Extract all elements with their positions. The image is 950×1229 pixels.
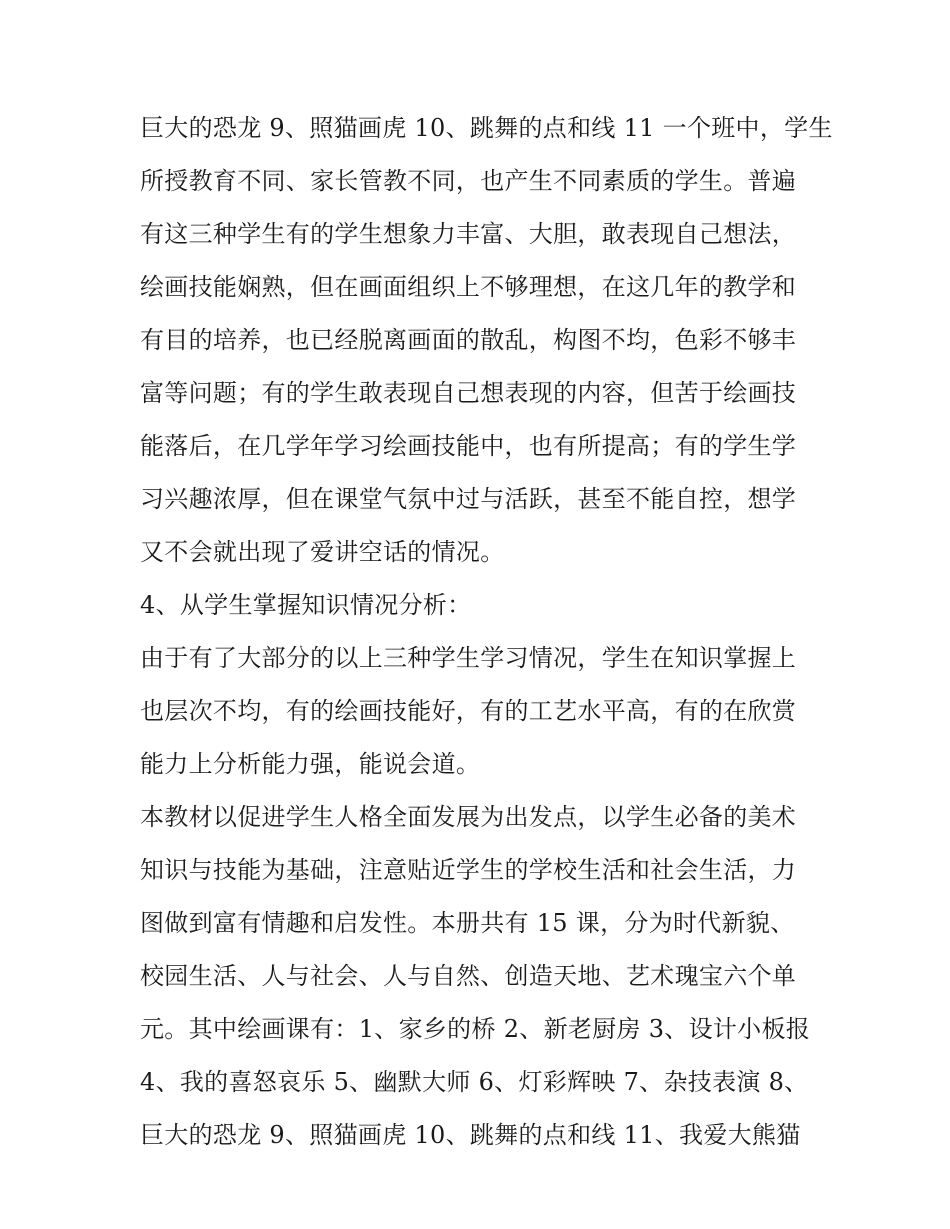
text-line: 巨大的恐龙 9、照猫画虎 10、跳舞的点和线 11、我爱大熊猫 xyxy=(140,1121,801,1149)
text-line: 也层次不均，有的绘画技能好，有的工艺水平高，有的在欣赏 xyxy=(140,697,797,725)
section-heading: 4、从学生掌握知识情况分析： xyxy=(140,591,472,619)
text-line: 能力上分析能力强，能说会道。 xyxy=(140,750,481,778)
text-line: 所授教育不同、家长管教不同，也产生不同素质的学生。普遍 xyxy=(140,167,797,195)
text-line: 本教材以促进学生人格全面发展为出发点，以学生必备的美术 xyxy=(140,803,797,831)
text-line: 有这三种学生有的学生想象力丰富、大胆，敢表现自己想法， xyxy=(140,220,797,248)
text-line: 校园生活、人与社会、人与自然、创造天地、艺术瑰宝六个单 xyxy=(140,962,797,990)
text-line: 4、我的喜怒哀乐 5、幽默大师 6、灯彩辉映 7、杂技表演 8、 xyxy=(140,1068,809,1096)
text-line: 巨大的恐龙 9、照猫画虎 10、跳舞的点和线 11 一个班中，学生 xyxy=(140,114,833,142)
text-line: 又不会就出现了爱讲空话的情况。 xyxy=(140,538,505,566)
text-line: 有目的培养，也已经脱离画面的散乱，构图不均，色彩不够丰 xyxy=(140,326,797,354)
text-line: 由于有了大部分的以上三种学生学习情况，学生在知识掌握上 xyxy=(140,644,797,672)
text-line: 能落后，在几学年学习绘画技能中，也有所提高；有的学生学 xyxy=(140,432,797,460)
text-line: 绘画技能娴熟，但在画面组织上不够理想，在这几年的教学和 xyxy=(140,273,797,301)
text-line: 元。其中绘画课有：1、家乡的桥 2、新老厨房 3、设计小板报 xyxy=(140,1015,811,1043)
text-line: 图做到富有情趣和启发性。本册共有 15 课，分为时代新貌、 xyxy=(140,909,795,937)
text-line: 习兴趣浓厚，但在课堂气氛中过与活跃，甚至不能自控，想学 xyxy=(140,485,797,513)
text-line: 富等问题；有的学生敢表现自己想表现的内容，但苦于绘画技 xyxy=(140,379,797,407)
text-line: 知识与技能为基础，注意贴近学生的学校生活和社会生活，力 xyxy=(140,856,797,884)
